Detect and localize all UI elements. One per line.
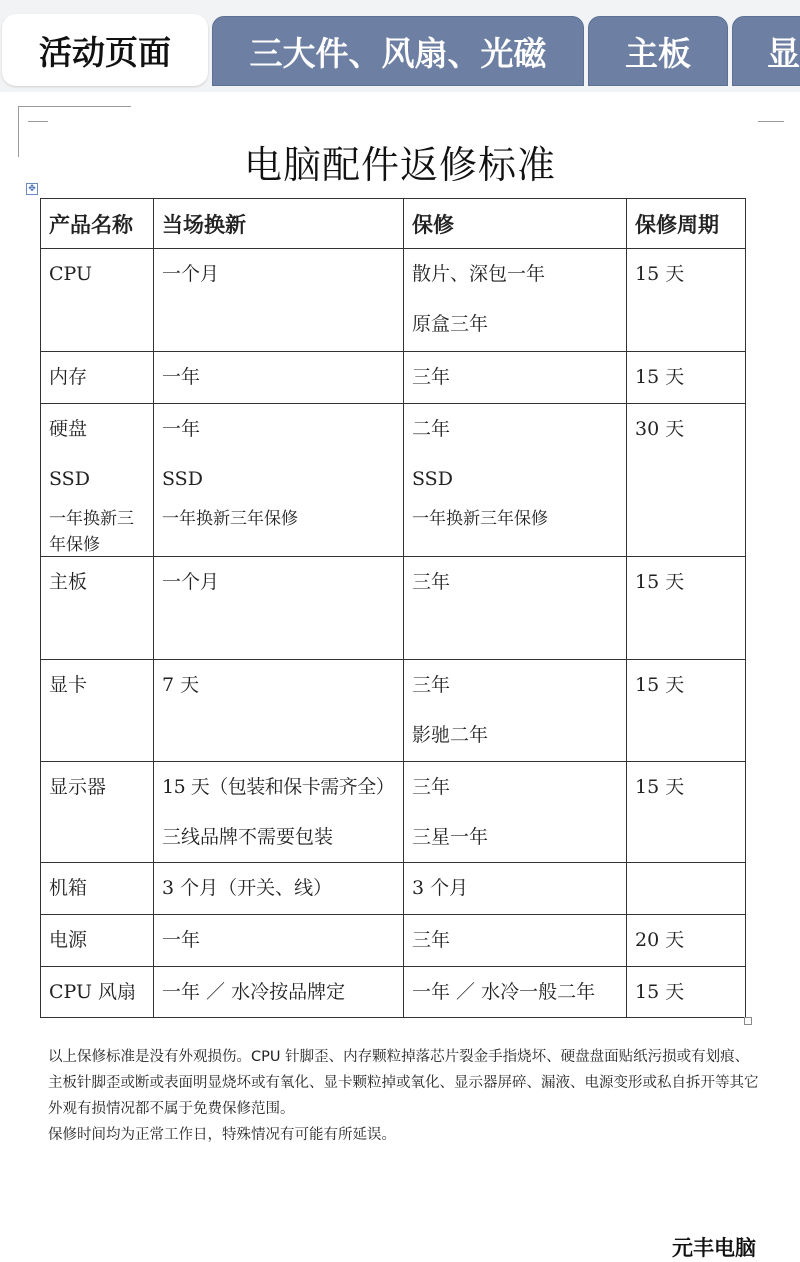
cell-product: 机箱 xyxy=(41,863,154,915)
table-row xyxy=(41,762,746,863)
table-row xyxy=(41,660,746,762)
cell-replace: 15 天（包装和保卡需齐全） 三线品牌不需要包装 xyxy=(154,762,404,863)
cell-product: 显示器 xyxy=(41,762,154,863)
table-resize-handle[interactable] xyxy=(744,1017,752,1025)
cell-product: CPU xyxy=(41,249,154,352)
cell-replace: 3 个月（开关、线） xyxy=(154,863,404,915)
table-row xyxy=(41,249,746,352)
cell-period: 15 天 xyxy=(627,660,746,762)
margin-marker-inner xyxy=(28,121,48,122)
tab-motherboard[interactable] xyxy=(588,16,728,86)
cell-replace: 一年 xyxy=(154,352,404,404)
table-header-row xyxy=(41,199,746,249)
repair-standards-table xyxy=(40,198,746,1018)
cell-replace: 一个月 xyxy=(154,557,404,660)
header-replace: 当场换新 xyxy=(154,199,404,249)
tab-label: 活动页面 xyxy=(39,32,171,72)
cell-product: 硬盘 SSD 一年换新三 年保修 xyxy=(41,404,154,557)
cell-warranty: 二年 SSD 一年换新三年保修 xyxy=(404,404,627,557)
note-paragraph: 以上保修标准是没有外观损伤。CPU 针脚歪、内存颗粒掉落芯片裂金手指烧坏、硬盘盘面贴纸污损或有划痕、主板针脚歪或断或表面明显烧坏或有氧化、显卡颗粒掉或氧化、显示器屏碎、漏液、电源变形或私自拆开等其它外观有损情况都不属于免费保修范围。 xyxy=(48,1049,759,1117)
cell-warranty: 三年 xyxy=(404,557,627,660)
header-warranty: 保修 xyxy=(404,199,627,249)
cell-product: 电源 xyxy=(41,915,154,967)
cell-warranty: 散片、深包一年 原盒三年 xyxy=(404,249,627,352)
header-product-name: 产品名称 xyxy=(41,199,154,249)
cell-warranty: 3 个月 xyxy=(404,863,627,915)
notes-block xyxy=(48,1044,760,1148)
tab-label: 显 xyxy=(767,33,800,73)
cell-period: 15 天 xyxy=(627,557,746,660)
tab-cpu-fan-storage[interactable] xyxy=(212,16,584,86)
cell-period: 15 天 xyxy=(627,967,746,1018)
tab-display[interactable] xyxy=(732,16,800,86)
table-row xyxy=(41,352,746,404)
cell-replace: 一年 SSD 一年换新三年保修 xyxy=(154,404,404,557)
cell-replace: 7 天 xyxy=(154,660,404,762)
cell-product: 主板 xyxy=(41,557,154,660)
signature: 元丰电脑 xyxy=(672,1235,756,1260)
cell-product: 显卡 xyxy=(41,660,154,762)
tab-label: 主板 xyxy=(625,33,691,73)
table-row xyxy=(41,967,746,1018)
cell-replace: 一个月 xyxy=(154,249,404,352)
note-paragraph: 保修时间均为正常工作日，特殊情况有可能有所延误。 xyxy=(48,1127,396,1143)
tab-bar xyxy=(0,0,800,92)
table-row xyxy=(41,557,746,660)
cell-warranty: 三年 影驰二年 xyxy=(404,660,627,762)
cell-period: 30 天 xyxy=(627,404,746,557)
tab-label: 三大件、风扇、光磁 xyxy=(249,33,547,73)
table-move-handle-icon[interactable]: ✥ xyxy=(26,183,38,195)
cell-replace: 一年 xyxy=(154,915,404,967)
cell-replace: 一年 ／ 水冷按品牌定 xyxy=(154,967,404,1018)
document-title: 电脑配件返修标准 xyxy=(243,143,556,187)
cell-product: 内存 xyxy=(41,352,154,404)
cell-period: 15 天 xyxy=(627,352,746,404)
table-row xyxy=(41,863,746,915)
cell-warranty: 三年 xyxy=(404,352,627,404)
table-row xyxy=(41,915,746,967)
cell-product: CPU 风扇 xyxy=(41,967,154,1018)
cell-warranty: 三年 xyxy=(404,915,627,967)
margin-marker-top-right xyxy=(758,121,784,122)
cell-warranty: 一年 ／ 水冷一般二年 xyxy=(404,967,627,1018)
cell-period: 15 天 xyxy=(627,762,746,863)
cell-period xyxy=(627,863,746,915)
tab-activity-page[interactable] xyxy=(2,14,208,86)
cell-period: 20 天 xyxy=(627,915,746,967)
header-period: 保修周期 xyxy=(627,199,746,249)
cell-period: 15 天 xyxy=(627,249,746,352)
cell-warranty: 三年 三星一年 xyxy=(404,762,627,863)
table-row xyxy=(41,404,746,557)
